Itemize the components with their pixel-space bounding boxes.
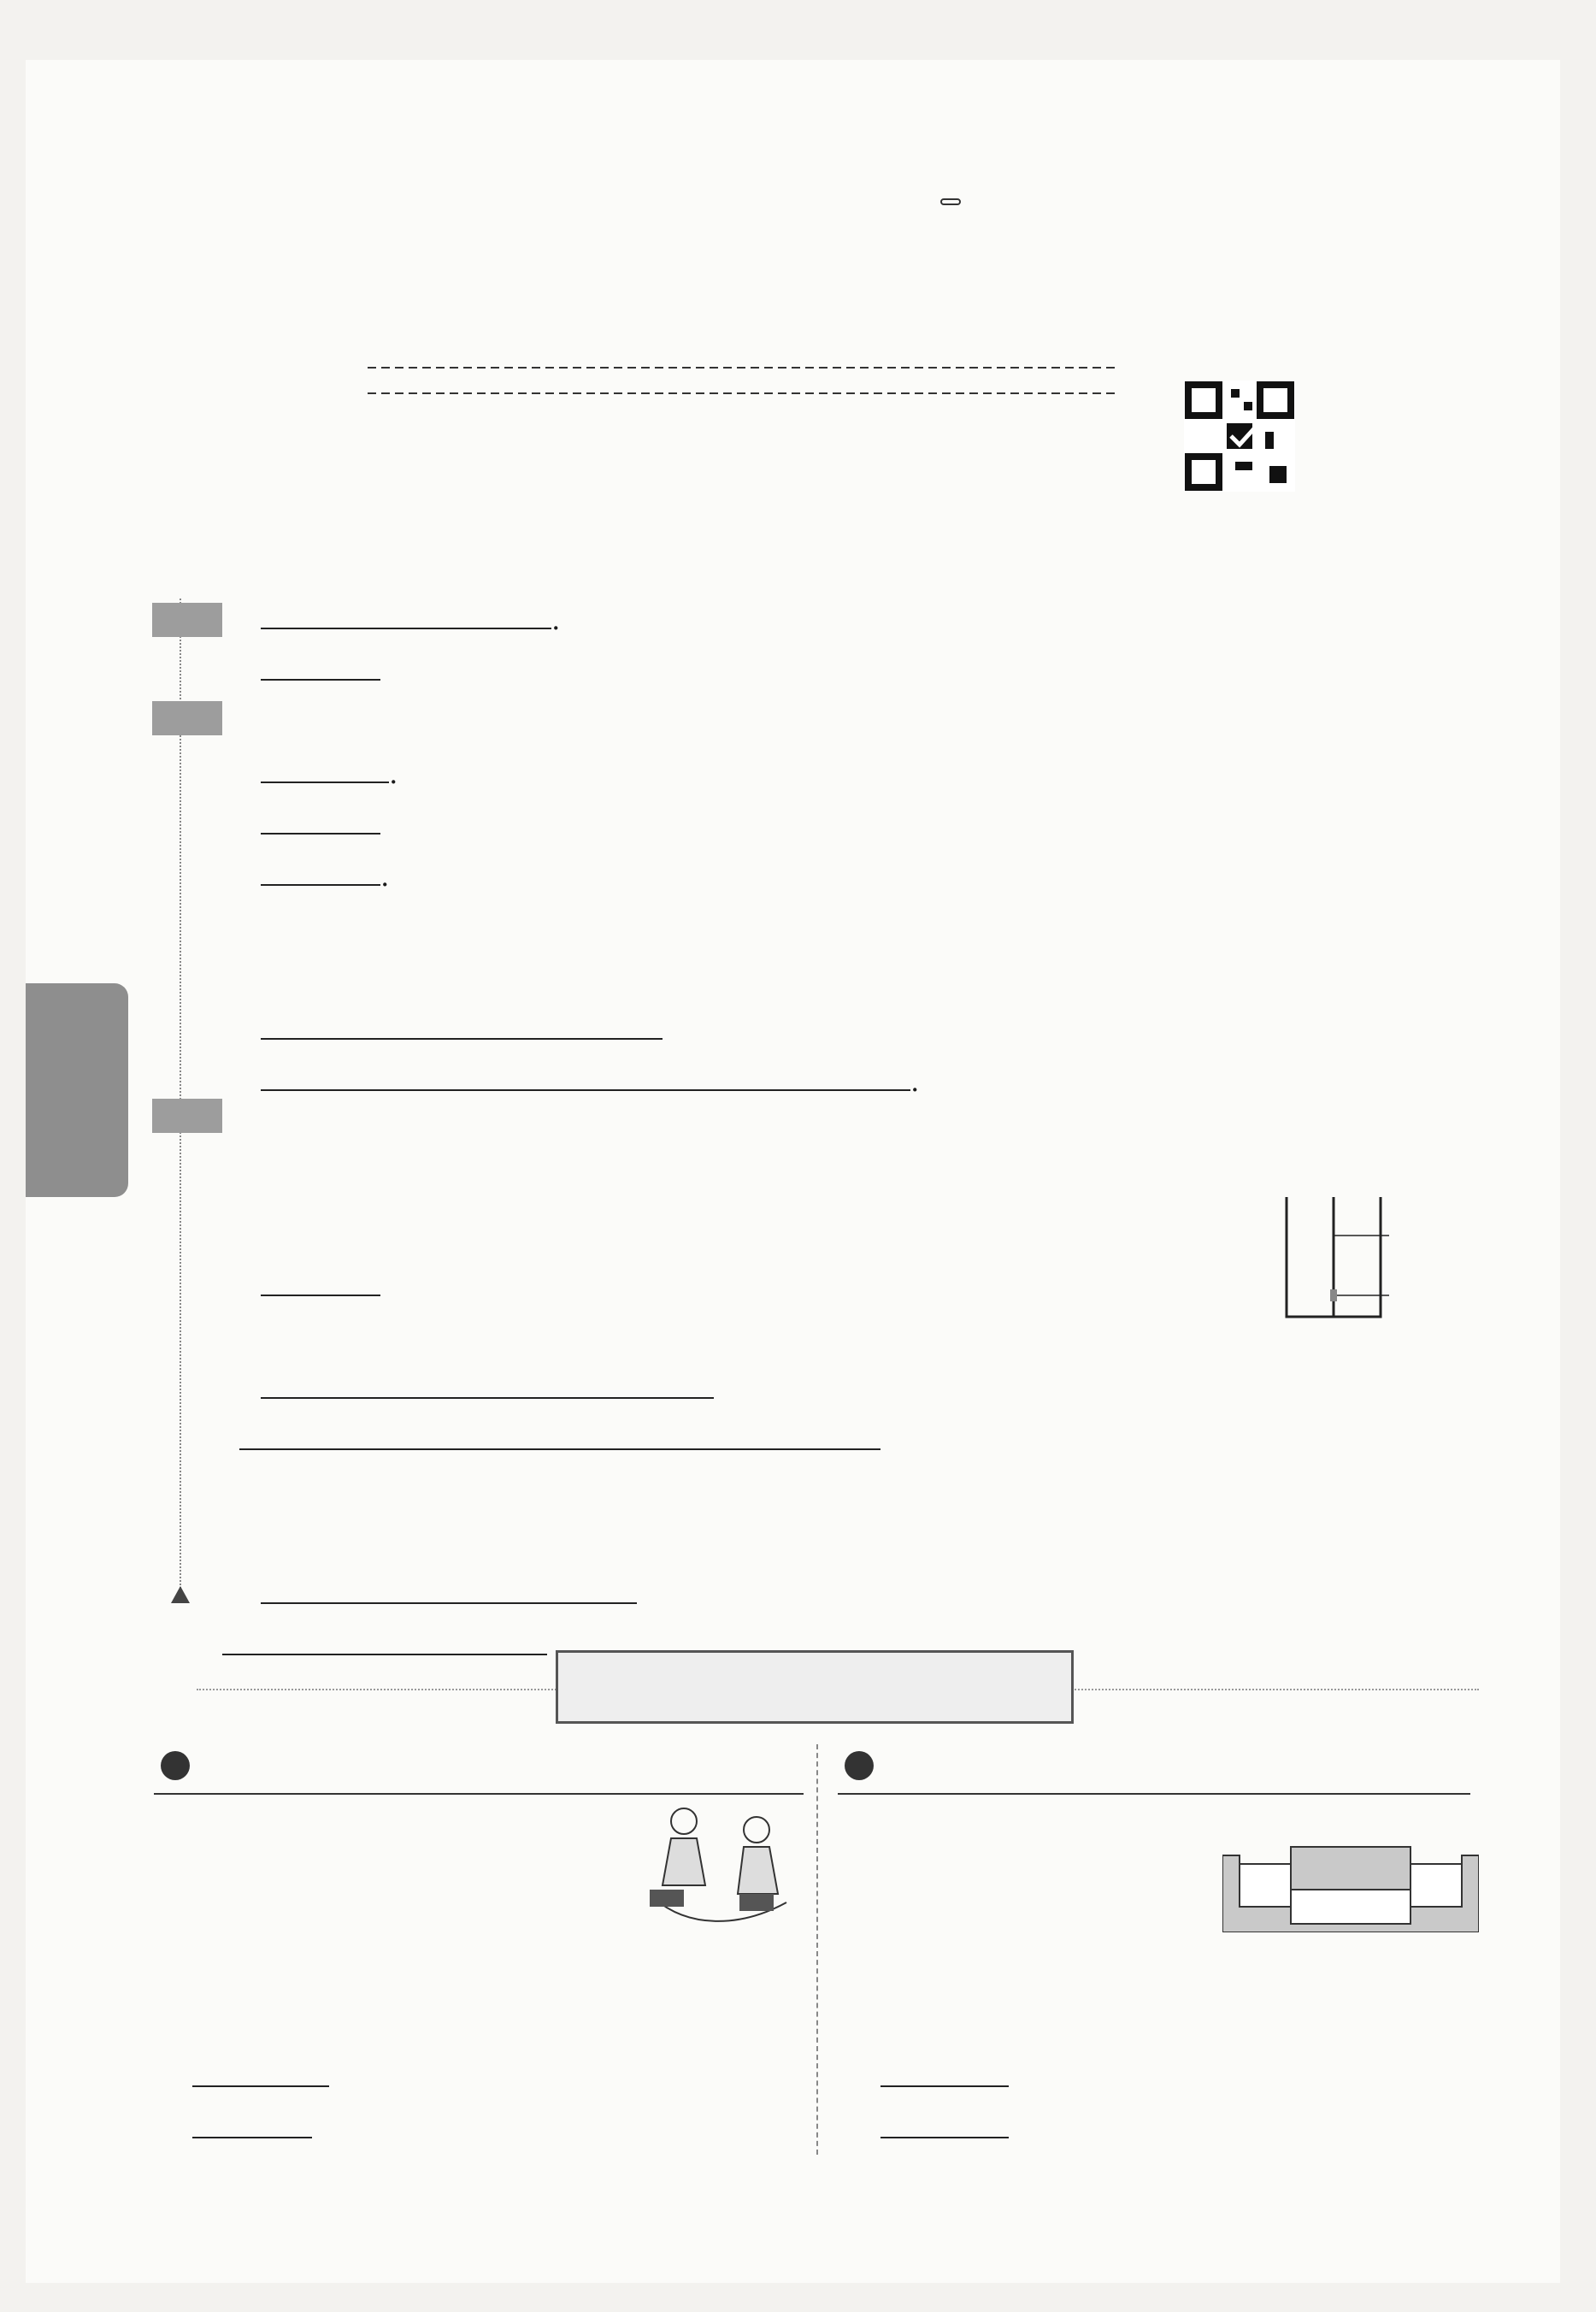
culvert	[1291, 1890, 1410, 1924]
q5-answer1	[261, 1038, 663, 1040]
column-divider	[816, 1744, 818, 2155]
q2-answer	[261, 679, 380, 681]
q3-answer	[261, 781, 389, 783]
figure-workers	[637, 1800, 799, 1928]
sidebar-tab	[26, 983, 128, 1197]
q6-sub2-answer2	[633, 1448, 880, 1450]
q4-answer2	[261, 884, 380, 886]
section-title	[556, 1650, 1074, 1724]
q6-sub1-answer	[261, 1295, 380, 1296]
tag-exchange	[152, 1099, 222, 1133]
q6-sub2-answer1	[261, 1397, 714, 1399]
right-answer2	[880, 2137, 1009, 2138]
right-answer1	[880, 2085, 1009, 2087]
left-head-num	[161, 1751, 190, 1780]
right-channel	[1410, 1864, 1462, 1907]
q4-answer1	[261, 833, 380, 835]
triangle-icon	[171, 1586, 190, 1603]
q1-answer	[261, 628, 551, 629]
q7-answer	[261, 1602, 637, 1604]
q6-sub2-answer1-cont	[239, 1448, 633, 1450]
right-head-num	[845, 1751, 874, 1780]
left-answer1	[192, 2085, 329, 2087]
qr-code-icon[interactable]	[1184, 380, 1295, 492]
left-channel	[1240, 1864, 1291, 1907]
q5-answer2	[261, 1089, 910, 1091]
tag-evidence	[152, 603, 222, 637]
figure-partition	[1278, 1188, 1534, 1359]
q7-answer-cont	[222, 1654, 547, 1655]
tag-explain	[152, 701, 222, 735]
left-answer2	[192, 2137, 312, 2138]
membrane-mark	[1330, 1289, 1337, 1301]
header-subtitle	[940, 198, 961, 205]
figure-canal	[1222, 1830, 1479, 1932]
